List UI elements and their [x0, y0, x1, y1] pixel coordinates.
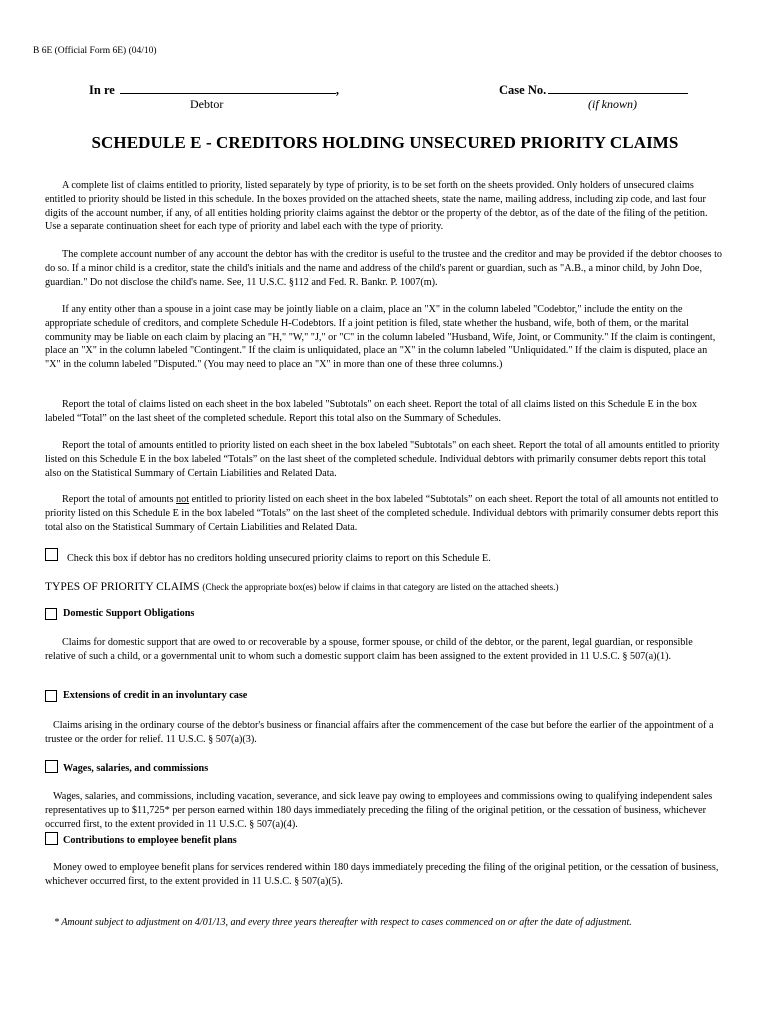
no-creditors-check-label: Check this box if debtor has no creditors holding unsecured priority claims to report on this Schedule E. — [67, 553, 491, 564]
benefit-plans-checkbox[interactable] — [45, 832, 58, 845]
domestic-support-label: Domestic Support Obligations — [63, 608, 195, 619]
wages-description — [45, 790, 722, 831]
involuntary-credit-description — [45, 719, 722, 747]
form-identifier: B 6E (Official Form 6E) (04/10) — [33, 46, 157, 56]
instructions-paragraph-5 — [45, 439, 722, 480]
case-number-field — [499, 82, 688, 98]
instructions-paragraph-3 — [45, 303, 722, 372]
no-creditors-checkbox[interactable] — [45, 548, 58, 561]
instructions-text-3: If any entity other than a spouse in a joint case may be jointly liable on a claim, place an "X" in the column labeled "Codebtor," include the entity on the appropriate schedule of creditors, and complete Schedule H-Codebtors. If a joint petition is filed, state whether the husband, wife, both of them, or the marital community may be liable on each claim by placing an "H," "W," "J," or "C" in the column labeled "Husband, Wife, Joint, or Community." If the claim is contingent, place an "X" in the column labeled "Contingent." If the claim is unliquidated, place an "X" in the column labeled "Unliquidated." If the claim is disputed, place an "X" in the column labeled "Disputed." (You may need to place an "X" in more than one of these three columns.) — [45, 304, 716, 371]
instructions-paragraph-4 — [45, 398, 722, 426]
in-re-field — [89, 82, 339, 98]
wages-text: Wages, salaries, and commissions, including vacation, severance, and sick leave pay owing to employees and commissions owing to qualifying independent sales representatives up to $11,725* per person earned within 180 days immediately preceding the filing of the original petition, or the cessation of business, whichever occurred first, to the extent provided in 11 U.S.C. § 507(a)(4). — [45, 791, 713, 830]
in-re-label: In re — [89, 83, 115, 97]
instructions-paragraph-2 — [45, 248, 722, 289]
instructions-text-2: The complete account number of any account the debtor has with the creditor is useful to the trustee and the creditor and may be provided if the debtor chooses to do so. If a minor child is a creditor, state the child's initials and the name and address of the child's parent or guardian, such as "A.B., a minor child, by John Doe, guardian." Do not disclose the child's name. See, 11 U.S.C. §112 and Fed. R. Bankr. P. 1007(m). — [45, 249, 722, 288]
debtor-label: Debtor — [190, 97, 224, 111]
page-title: SCHEDULE E - CREDITORS HOLDING UNSECURED PRIORITY CLAIMS — [91, 133, 679, 152]
benefit-plans-description — [45, 861, 722, 889]
involuntary-credit-label: Extensions of credit in an involuntary case — [63, 690, 248, 701]
types-of-priority-claims-heading — [45, 581, 559, 593]
instructions-text-5: Report the total of amounts entitled to priority listed on each sheet in the box labeled "Subtotals" on each sheet. Report the total of all amounts entitled to priority listed on this Schedule E in the box labeled “Totals” on the last sheet of the completed schedule. Individual debtors with primarily consumer debts report this total also on the Statistical Summary of Certain Liabilities and Related Data. — [45, 440, 720, 479]
instructions-paragraph-1 — [45, 179, 722, 234]
involuntary-credit-text: Claims arising in the ordinary course of the debtor's business or financial affairs after the commencement of the case but before the earlier of the appointment of a trustee or the order for relief. 11 U.S.C. § 507(a)(3). — [45, 720, 714, 745]
in-re-comma: , — [335, 83, 339, 97]
types-heading-note: (Check the appropriate box(es) below if claims in that category are listed on the attached sheets.) — [202, 582, 559, 592]
types-heading-text: TYPES OF PRIORITY CLAIMS — [45, 581, 200, 593]
adjustment-footnote: * Amount subject to adjustment on 4/01/13, and every three years thereafter with respect to cases commenced on or after the date of adjustment. — [54, 917, 632, 928]
instructions-text-1: A complete list of claims entitled to priority, listed separately by type of priority, is to be set forth on the sheets provided. Only holders of unsecured claims entitled to priority should be listed in this schedule. In the boxes provided on the attached sheets, state the name, mailing address, including zip code, and last four digits of the account number, if any, of all entities holding priority claims against the debtor or the property of the debtor, as of the date of the filing of the petition. Use a separate continuation sheet for each type of priority and label each with the type of priority. — [45, 180, 708, 233]
case-number-blank[interactable] — [548, 82, 688, 94]
wages-label: Wages, salaries, and commissions — [63, 763, 209, 774]
case-no-label: Case No. — [499, 83, 547, 97]
if-known-label: (if known) — [588, 97, 637, 111]
domestic-support-description — [45, 636, 722, 664]
instructions-paragraph-6 — [45, 493, 722, 534]
instructions-text-6-not: not — [176, 494, 190, 505]
benefit-plans-text: Money owed to employee benefit plans for services rendered within 180 days immediately preceding the filing of the original petition, or the cessation of business, whichever occurred first, to the extent provided in 11 U.S.C. § 507(a)(5). — [45, 862, 719, 887]
debtor-name-blank[interactable] — [120, 82, 336, 94]
instructions-text-6a: Report the total of amounts — [62, 494, 177, 505]
benefit-plans-label: Contributions to employee benefit plans — [63, 835, 237, 846]
wages-checkbox[interactable] — [45, 760, 58, 773]
involuntary-credit-checkbox[interactable] — [45, 690, 57, 702]
instructions-text-4: Report the total of claims listed on each sheet in the box labeled "Subtotals" on each sheet. Report the total of all claims listed on this Schedule E in the box labeled “Total” on the last sheet of the completed schedule. Report this total also on the Summary of Schedules. — [45, 399, 697, 424]
instructions-text-6b: entitled to priority listed on each sheet in the box labeled “Subtotals” on each sheet. Report the total of all amounts not entitled to priority listed on this Schedule E in the box labeled “Totals” on the last sheet of the completed schedule. Individual debtors with primarily consumer debts report this total also on the Statistical Summary of Certain Liabilities and Related Data. — [45, 494, 719, 533]
domestic-support-text: Claims for domestic support that are owed to or recoverable by a spouse, former spouse, or child of the debtor, or the parent, legal guardian, or responsible relative of such a child, or a governmental unit to whom such a domestic support claim has been assigned to the extent provided in 11 U.S.C. § 507(a)(1). — [45, 637, 693, 662]
domestic-support-checkbox[interactable] — [45, 608, 57, 620]
